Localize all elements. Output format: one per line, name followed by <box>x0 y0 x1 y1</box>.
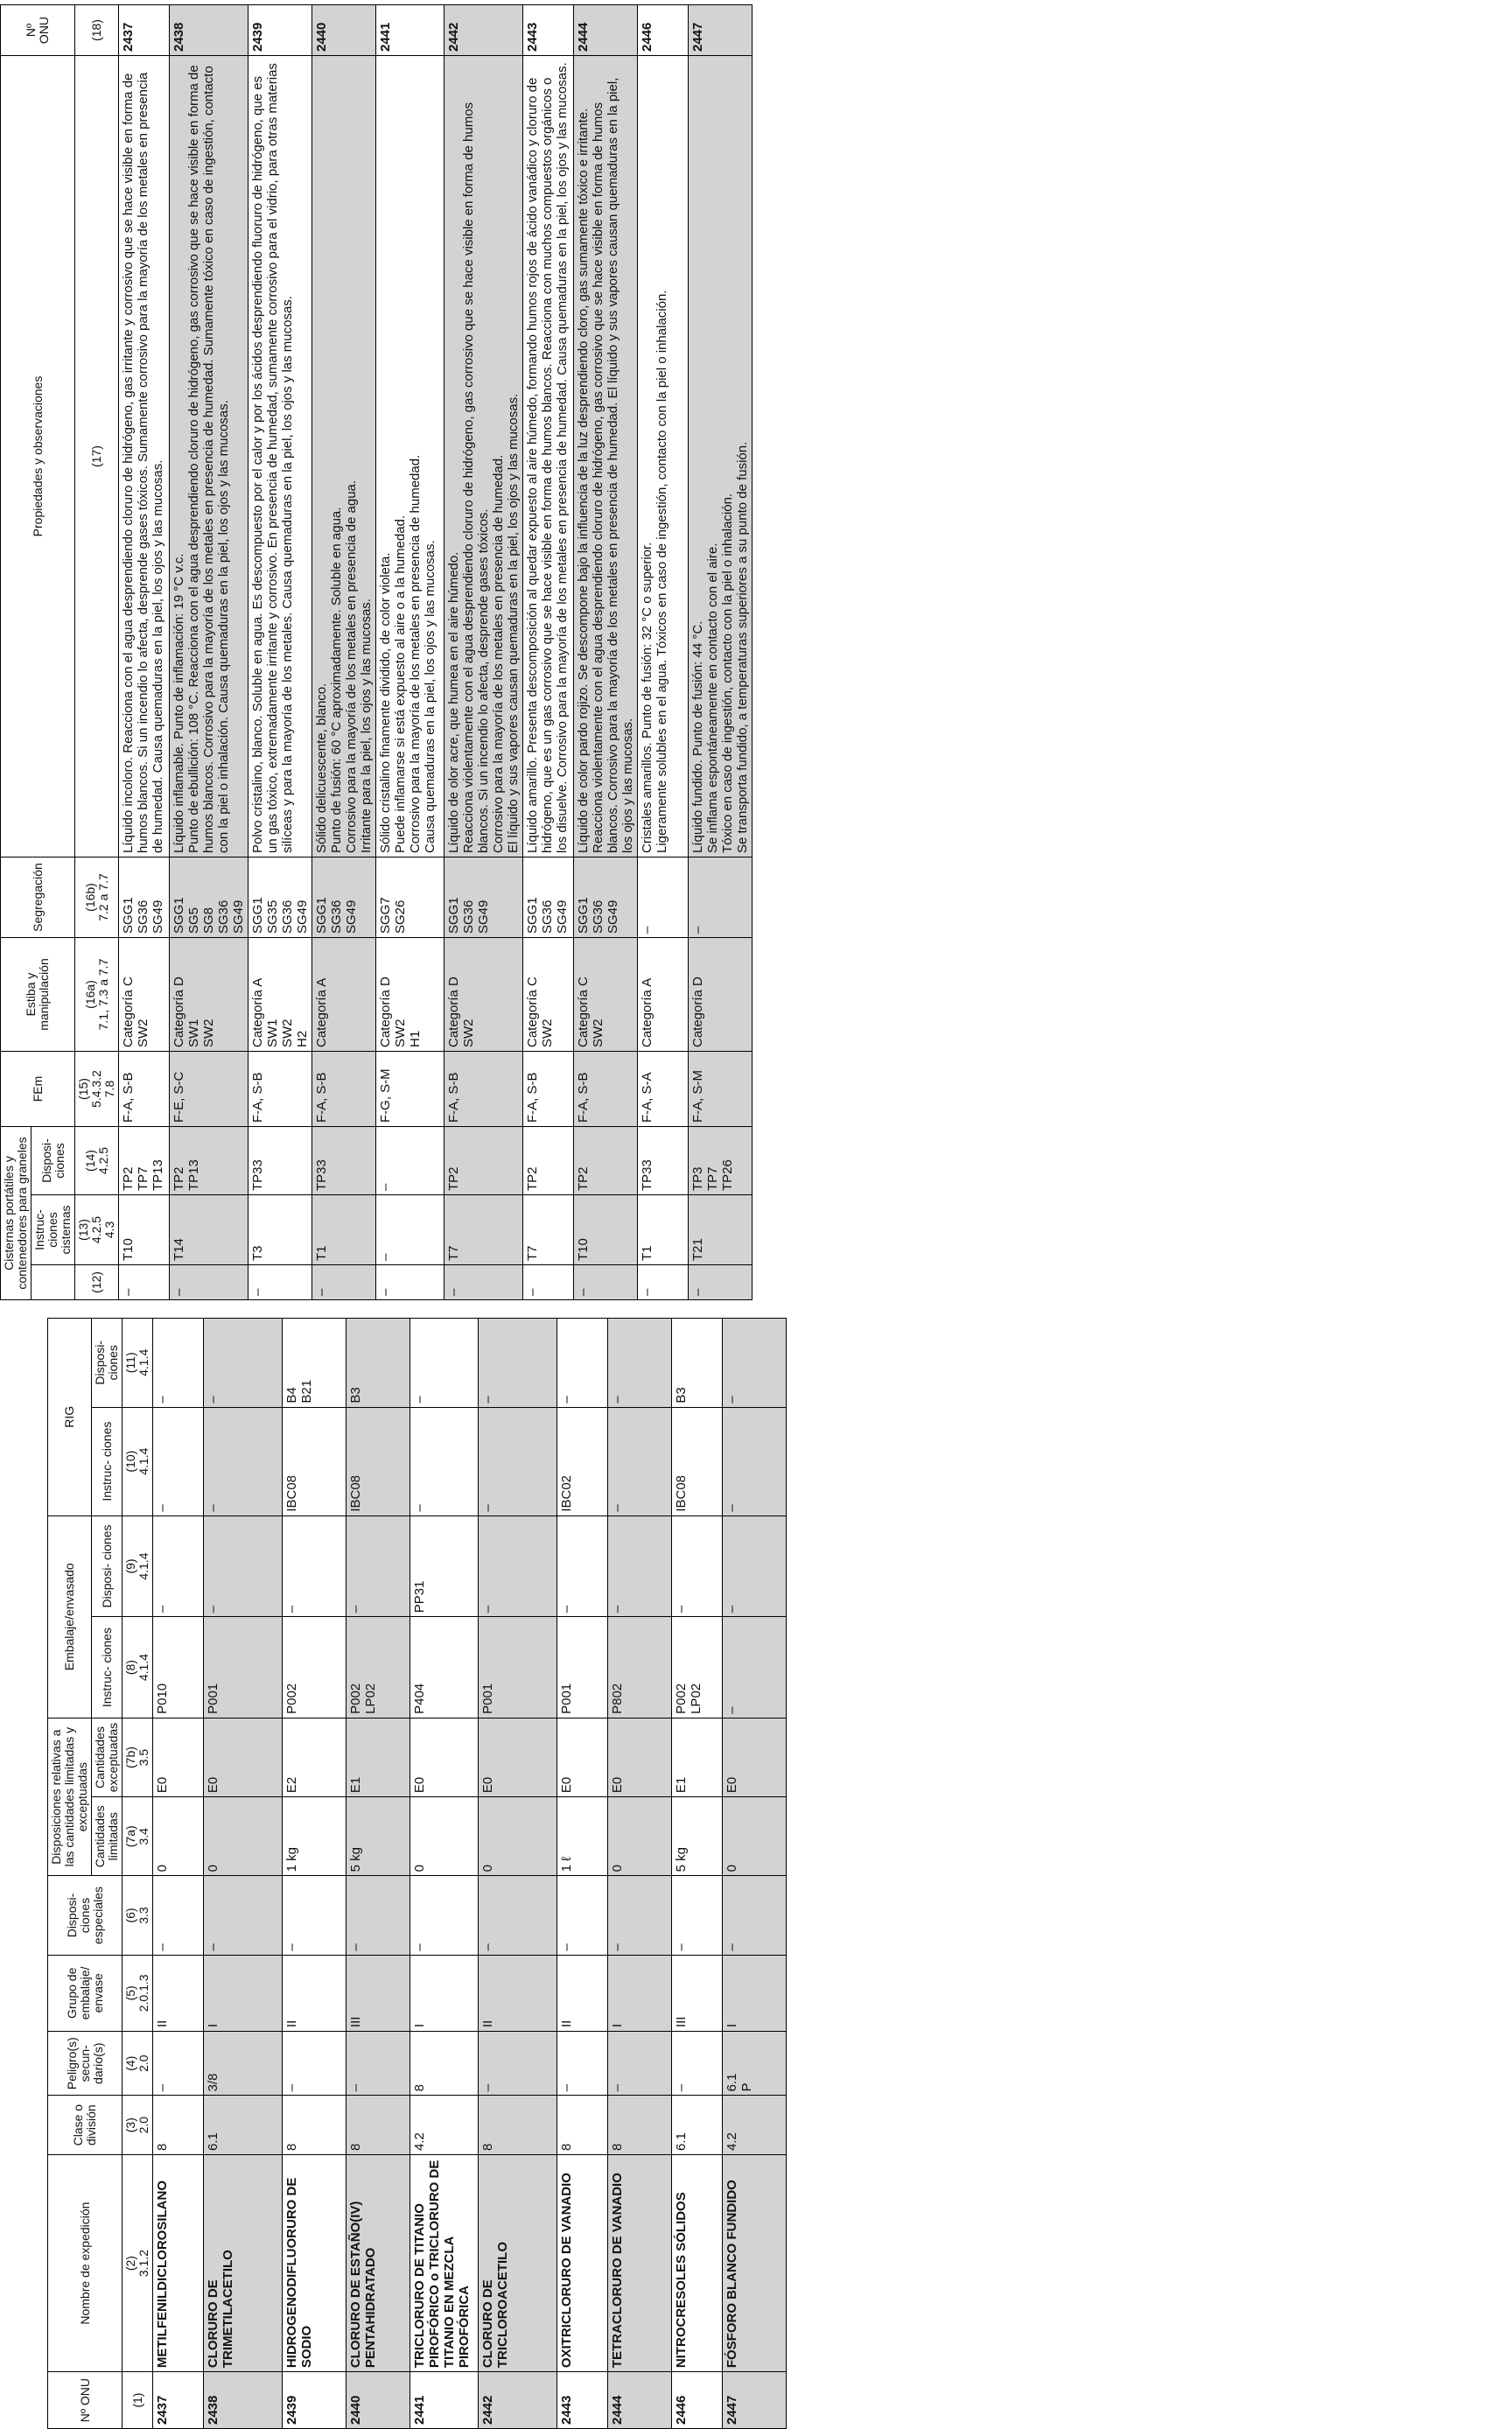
cell-packing-prov: – <box>608 1516 672 1617</box>
cell-tank-prov: TP33 <box>312 1127 376 1195</box>
cell-stowage: Categoría A SW1 SW2 H2 <box>248 938 312 1052</box>
cell-special-provisions: – <box>283 1876 346 1955</box>
cell-stowage: Categoría D SW1 SW2 <box>170 938 248 1052</box>
cell-ibc-prov: – <box>153 1319 204 1408</box>
cell-name: CLORURO DE TRICLOROACETILO <box>479 2155 557 2372</box>
cell-subsidiary: – <box>672 2032 723 2096</box>
table-row <box>672 1319 723 2429</box>
cell-segregation: SGG1 SG36 SG49 <box>574 858 638 938</box>
cell-properties: Líquido amarillo. Presenta descomposición al quedar expuesto al aire húmedo, formando humos rojos de ácido vanádico y cloruro de hidrógeno, que es un gas corrosivo que se hace visible en forma de humos blancos. Reacciona con muchos compuestos orgánicos o los disuelve. Corrosivo para la mayoría de los metales en presencia de humedad. Causa quemaduras en la piel, los ojos y las mucosas. <box>523 56 574 858</box>
table-row <box>479 1319 557 2429</box>
hdr-tank-i: Instruc- ciones cisternas <box>32 1195 75 1265</box>
cell-ibc-instr: IBC08 <box>672 1407 723 1516</box>
hdr-class: Clase o división <box>48 2096 122 2155</box>
table-row <box>410 1319 479 2429</box>
hdr-sub: Peligro(s) secun- dario(s) <box>48 2032 122 2096</box>
cell-un-right: 2438 <box>170 5 248 56</box>
cell-blank: – <box>170 1265 248 1300</box>
cell-ibc-prov: – <box>723 1319 787 1408</box>
cell-ems: F-A, S-M <box>689 1052 752 1127</box>
cell-ems: F-E, S-C <box>170 1052 248 1127</box>
cell-tank-instr: – <box>376 1195 444 1265</box>
cell-name: CLORURO DE ESTAÑO(IV) PENTAHIDRATADO <box>346 2155 410 2372</box>
cell-special-provisions: – <box>204 1876 283 1955</box>
cell-tank-prov: – <box>376 1127 444 1195</box>
cell-class: 8 <box>557 2096 608 2155</box>
table-row <box>689 5 752 1300</box>
cell-packing-instr: P002 <box>283 1617 346 1718</box>
cell-special-provisions: – <box>557 1876 608 1955</box>
cell-ems: F-A, S-B <box>444 1052 523 1127</box>
cell-properties: Líquido de olor acre, que humea en el aire húmedo. Reacciona violentamente con el agua desprendiendo cloruro de hidrógeno, gas corrosivo que se hace visible en forma de humos blancos. Si un incendio lo afecta, desprende gases tóxicos. Corrosivo para la mayoría de los metales en presencia de humedad. El líquido y sus vapores causan quemaduras en la piel, los ojos y las mucosas. <box>444 56 523 858</box>
cell-ibc-instr: – <box>153 1407 204 1516</box>
cell-stowage: Categoría D SW2 <box>444 938 523 1052</box>
table-row <box>346 1319 410 2429</box>
cell-blank: – <box>523 1265 574 1300</box>
cell-special-provisions: – <box>153 1876 204 1955</box>
cell-blank: – <box>689 1265 752 1300</box>
cell-packing-instr: P002 LP02 <box>672 1617 723 1718</box>
cell-packing-prov: – <box>283 1516 346 1617</box>
cell-subsidiary: – <box>608 2032 672 2096</box>
cell-packing-prov: PP31 <box>410 1516 479 1617</box>
table-row <box>608 1319 672 2429</box>
cell-blank: – <box>638 1265 689 1300</box>
cell-un: 2444 <box>608 2372 672 2429</box>
hdr-ibc: RIG <box>48 1319 92 1516</box>
left-col-number: (9) 4.1.4 <box>122 1516 153 1617</box>
cell-packing-group: II <box>283 1955 346 2031</box>
cell-subsidiary: 3/8 <box>204 2032 283 2096</box>
cell-un-right: 2443 <box>523 5 574 56</box>
cell-un: 2443 <box>557 2372 608 2429</box>
cell-ems: F-A, S-B <box>523 1052 574 1127</box>
hdr-ems: FEm <box>1 1052 75 1127</box>
cell-blank: – <box>574 1265 638 1300</box>
hdr-pack: Embalaje/envasado <box>48 1516 92 1718</box>
cell-class: 8 <box>153 2096 204 2155</box>
cell-limited-qty: 5 kg <box>672 1797 723 1876</box>
cell-segregation: SGG1 SG36 SG49 <box>312 858 376 938</box>
cell-packing-instr: P001 <box>557 1617 608 1718</box>
right-col-number: (13) 4.2.5 4.3 <box>75 1195 119 1265</box>
cell-special-provisions: – <box>723 1876 787 1955</box>
cell-excepted-qty: E1 <box>346 1718 410 1796</box>
cell-ems: F-A, S-B <box>119 1052 170 1127</box>
cell-segregation: SGG1 SG36 SG49 <box>523 858 574 938</box>
cell-ems: F-A, S-A <box>638 1052 689 1127</box>
cell-limited-qty: 0 <box>723 1797 787 1876</box>
hdr-pack-d: Disposi- ciones <box>92 1516 122 1617</box>
cell-segregation: SGG7 SG26 <box>376 858 444 938</box>
cell-stowage: Categoría C SW2 <box>574 938 638 1052</box>
cell-subsidiary: 8 <box>410 2032 479 2096</box>
cell-blank: – <box>312 1265 376 1300</box>
cell-ibc-instr: – <box>479 1407 557 1516</box>
cell-segregation: SGG1 SG36 SG49 <box>119 858 170 938</box>
cell-class: 4.2 <box>410 2096 479 2155</box>
left-table-wrap <box>47 1318 787 2429</box>
right-col-number: (16a) 7.1, 7.3 a 7.7 <box>75 938 119 1052</box>
cell-segregation: SGG1 SG5 SG8 SG36 SG49 <box>170 858 248 938</box>
hdr-stow: Estiba y manipulación <box>1 938 75 1052</box>
cell-tank-prov: TP33 <box>638 1127 689 1195</box>
cell-packing-prov: – <box>204 1516 283 1617</box>
left-col-number: (2) 3.1.2 <box>122 2155 153 2372</box>
right-table-wrap <box>0 4 752 1300</box>
cell-stowage: Categoría C SW2 <box>119 938 170 1052</box>
table-row <box>376 5 444 1300</box>
cell-ibc-instr: IBC02 <box>557 1407 608 1516</box>
hdr-seg: Segregación <box>1 858 75 938</box>
hdr-sp: Disposi- ciones especiales <box>48 1876 122 1955</box>
hdr-lq-a: Cantidades limitadas <box>92 1797 122 1876</box>
cell-packing-group: II <box>153 1955 204 2031</box>
cell-segregation: – <box>638 858 689 938</box>
table-row <box>444 5 523 1300</box>
cell-ibc-instr: – <box>410 1407 479 1516</box>
cell-ibc-instr: – <box>608 1407 672 1516</box>
cell-class: 8 <box>346 2096 410 2155</box>
cell-name: TETRACLORURO DE VANADIO <box>608 2155 672 2372</box>
hdr-un: Nº ONU <box>48 2372 122 2429</box>
cell-packing-group: III <box>672 1955 723 2031</box>
cell-excepted-qty: E0 <box>204 1718 283 1796</box>
cell-un: 2438 <box>204 2372 283 2429</box>
cell-properties: Sólido delicuescente, blanco. Punto de fusión: 60 °C aproximadamente. Soluble en agua. Corrosivo para la mayoría de los metales en presencia de agua. Irritante para la piel, los ojos y las mucosas. <box>312 56 376 858</box>
cell-properties: Líquido de color pardo rojizo. Se descompone bajo la influencia de la luz desprendiendo cloro, gas sumamente tóxico e irritante. Reacciona violentamente con el agua desprendiendo cloruro de hidrógeno, gas corrosivo que se hace visible en forma de humos blancos. Corrosivo para la mayoría de los metales en presencia de humedad. El líquido y sus vapores causan quemaduras en la piel, los ojos y las mucosas. <box>574 56 638 858</box>
cell-limited-qty: 1 ℓ <box>557 1797 608 1876</box>
cell-limited-qty: 0 <box>479 1797 557 1876</box>
cell-special-provisions: – <box>479 1876 557 1955</box>
cell-ibc-instr: – <box>723 1407 787 1516</box>
left-col-number: (8) 4.1.4 <box>122 1617 153 1718</box>
cell-un-right: 2447 <box>689 5 752 56</box>
cell-packing-instr: P802 <box>608 1617 672 1718</box>
cell-excepted-qty: E0 <box>723 1718 787 1796</box>
cell-un: 2441 <box>410 2372 479 2429</box>
cell-ibc-instr: IBC08 <box>283 1407 346 1516</box>
cell-packing-instr: P001 <box>479 1617 557 1718</box>
cell-name: HIDROGENODIFLUORURO DE SODIO <box>283 2155 346 2372</box>
left-col-number: (7b) 3.5 <box>122 1718 153 1796</box>
cell-subsidiary: – <box>557 2032 608 2096</box>
hdr-un-right: Nº ONU <box>1 5 75 56</box>
cell-packing-group: I <box>204 1955 283 2031</box>
cell-packing-prov: – <box>479 1516 557 1617</box>
cell-packing-prov: – <box>346 1516 410 1617</box>
table-row <box>248 5 312 1300</box>
left-col-number: (11) 4.1.4 <box>122 1319 153 1408</box>
cell-excepted-qty: E2 <box>283 1718 346 1796</box>
cell-stowage: Categoría C SW2 <box>523 938 574 1052</box>
cell-un-right: 2440 <box>312 5 376 56</box>
cell-excepted-qty: E0 <box>557 1718 608 1796</box>
cell-un: 2442 <box>479 2372 557 2429</box>
left-col-number: (6) 3.3 <box>122 1876 153 1955</box>
table-row <box>119 5 170 1300</box>
cell-packing-prov: – <box>672 1516 723 1617</box>
cell-limited-qty: 0 <box>153 1797 204 1876</box>
cell-subsidiary: – <box>153 2032 204 2096</box>
right-col-number: (17) <box>75 56 119 858</box>
right-col-number: (16b) 7.2 a 7.7 <box>75 858 119 938</box>
cell-un-right: 2437 <box>119 5 170 56</box>
cell-class: 8 <box>479 2096 557 2155</box>
cell-special-provisions: – <box>410 1876 479 1955</box>
cell-excepted-qty: E0 <box>479 1718 557 1796</box>
left-col-number: (10) 4.1.4 <box>122 1407 153 1516</box>
left-col-number: (3) 2.0 <box>122 2096 153 2155</box>
cell-ibc-prov: – <box>557 1319 608 1408</box>
cell-blank: – <box>376 1265 444 1300</box>
cell-tank-prov: TP2 <box>574 1127 638 1195</box>
hdr-prop: Propiedades y observaciones <box>1 56 75 858</box>
table-row <box>723 1319 787 2429</box>
cell-segregation: SGG1 SG35 SG36 SG49 <box>248 858 312 938</box>
cell-blank: – <box>248 1265 312 1300</box>
cell-ems: F-A, S-B <box>312 1052 376 1127</box>
cell-tank-instr: T3 <box>248 1195 312 1265</box>
table-row <box>523 5 574 1300</box>
cell-class: 8 <box>608 2096 672 2155</box>
cell-class: 6.1 <box>672 2096 723 2155</box>
right-col-number: (14) 4.2.5 <box>75 1127 119 1195</box>
hdr-ibc-d: Disposi- ciones <box>92 1319 122 1408</box>
cell-packing-group: II <box>479 1955 557 2031</box>
cell-un: 2439 <box>283 2372 346 2429</box>
cell-packing-group: III <box>346 1955 410 2031</box>
cell-ibc-prov: B3 <box>672 1319 723 1408</box>
cell-name: NITROCRESOLES SÓLIDOS <box>672 2155 723 2372</box>
cell-tank-prov: TP2 TP13 <box>170 1127 248 1195</box>
cell-un: 2437 <box>153 2372 204 2429</box>
cell-properties: Líquido inflamable. Punto de inflamación: 19 °C v.c. Punto de ebullición: 108 °C. Reacciona con el agua desprendiendo cloruro de hidrógeno, gas corrosivo que se hace visible en forma de humos blancos. Corrosivo para la mayoría de los metales en presencia de humedad. Sumamente tóxico en caso de ingestión, contacto con la piel o inhalación. Causa quemaduras en la piel, los ojos y las mucosas. <box>170 56 248 858</box>
cell-un: 2440 <box>346 2372 410 2429</box>
cell-packing-group: I <box>410 1955 479 2031</box>
table-row <box>638 5 689 1300</box>
cell-subsidiary: 6.1 P <box>723 2032 787 2096</box>
cell-tank-prov: TP2 <box>444 1127 523 1195</box>
hdr-name: Nombre de expedición <box>48 2155 122 2372</box>
cell-stowage: Categoría A <box>312 938 376 1052</box>
cell-packing-prov: – <box>153 1516 204 1617</box>
cell-class: 8 <box>283 2096 346 2155</box>
cell-excepted-qty: E0 <box>153 1718 204 1796</box>
cell-name: TRICLORURO DE TITANIO PIROFÓRICO o TRICLORURO DE TITANIO EN MEZCLA PIROFÓRICA <box>410 2155 479 2372</box>
cell-packing-instr: P001 <box>204 1617 283 1718</box>
cell-tank-prov: TP2 <box>523 1127 574 1195</box>
cell-excepted-qty: E0 <box>410 1718 479 1796</box>
cell-tank-instr: T10 <box>574 1195 638 1265</box>
cell-subsidiary: – <box>283 2032 346 2096</box>
hdr-pack-i: Instruc- ciones <box>92 1617 122 1718</box>
cell-packing-prov: – <box>723 1516 787 1617</box>
cell-limited-qty: 5 kg <box>346 1797 410 1876</box>
cell-un: 2446 <box>672 2372 723 2429</box>
table-row <box>557 1319 608 2429</box>
right-col-number: (12) <box>75 1265 119 1300</box>
cell-packing-instr: – <box>723 1617 787 1718</box>
cell-properties: Líquido incoloro. Reacciona con el agua desprendiendo cloruro de hidrógeno, gas irritante y corrosivo que se hace visible en forma de humos blancos. Si un incendio lo afecta, desprende gases tóxicos. Sumamente corrosivo para la mayoría de los metales en presencia de humedad. Causa quemaduras en la piel, los ojos y las mucosas. <box>119 56 170 858</box>
cell-excepted-qty: E0 <box>608 1718 672 1796</box>
cell-packing-prov: – <box>557 1516 608 1617</box>
left-col-number: (4) 2.0 <box>122 2032 153 2096</box>
left-col-number: (5) 2.0.1.3 <box>122 1955 153 2031</box>
cell-ems: F-G, S-M <box>376 1052 444 1127</box>
cell-tank-instr: T1 <box>312 1195 376 1265</box>
hdr-ibc-i: Instruc- ciones <box>92 1407 122 1516</box>
cell-un-right: 2446 <box>638 5 689 56</box>
cell-ibc-prov: B4 B21 <box>283 1319 346 1408</box>
cell-ibc-prov: – <box>410 1319 479 1408</box>
cell-special-provisions: – <box>608 1876 672 1955</box>
cell-properties: Sólido cristalino finamente dividido, de color violeta. Puede inflamarse si está expuesto al aire o a la humedad. Corrosivo para la mayoría de los metales en presencia de humedad. Causa quemaduras en la piel, los ojos y las mucosas. <box>376 56 444 858</box>
left-col-number: (1) <box>122 2372 153 2429</box>
table-row <box>204 1319 283 2429</box>
cell-class: 6.1 <box>204 2096 283 2155</box>
cell-packing-instr: P002 LP02 <box>346 1617 410 1718</box>
right-col-number: (18) <box>75 5 119 56</box>
table-row <box>574 5 638 1300</box>
cell-excepted-qty: E1 <box>672 1718 723 1796</box>
hdr-pg: Grupo de embalaje/ envase <box>48 1955 122 2031</box>
cell-name: FÓSFORO BLANCO FUNDIDO <box>723 2155 787 2372</box>
cell-limited-qty: 1 kg <box>283 1797 346 1876</box>
cell-limited-qty: 0 <box>204 1797 283 1876</box>
cell-ems: F-A, S-B <box>248 1052 312 1127</box>
cell-limited-qty: 0 <box>608 1797 672 1876</box>
cell-properties: Polvo cristalino, blanco. Soluble en agua. Es descompuesto por el calor y por los ácidos desprendiendo fluoruro de hidrógeno, que es un gas tóxico, extremadamente irritante y corrosivo. En presencia de humedad, sumamente corrosivo para el vidrio, para otras materias silíceas y para la mayoría de los metales. Causa quemaduras en la piel, los ojos y las mucosas. <box>248 56 312 858</box>
cell-subsidiary: – <box>346 2032 410 2096</box>
cell-tank-instr: T7 <box>523 1195 574 1265</box>
left-col-number: (7a) 3.4 <box>122 1797 153 1876</box>
cell-packing-group: I <box>608 1955 672 2031</box>
cell-segregation: SGG1 SG36 SG49 <box>444 858 523 938</box>
cell-packing-group: I <box>723 1955 787 2031</box>
cell-name: CLORURO DE TRIMETILACETILO <box>204 2155 283 2372</box>
table-row <box>283 1319 346 2429</box>
cell-stowage: Categoría A <box>638 938 689 1052</box>
cell-ibc-prov: – <box>204 1319 283 1408</box>
cell-blank: – <box>444 1265 523 1300</box>
cell-packing-instr: P010 <box>153 1617 204 1718</box>
cell-class: 4.2 <box>723 2096 787 2155</box>
cell-ibc-prov: – <box>479 1319 557 1408</box>
cell-segregation: – <box>689 858 752 938</box>
hdr-lq-b: Cantidades exceptuadas <box>92 1718 122 1796</box>
right-col-number: (15) 5.4.3.2 7.8 <box>75 1052 119 1127</box>
hdr-lq: Disposiciones relativas a las cantidades limitadas y exceptuadas <box>48 1718 92 1875</box>
table-row <box>312 5 376 1300</box>
cell-packing-group: II <box>557 1955 608 2031</box>
cell-un-right: 2439 <box>248 5 312 56</box>
cell-stowage: Categoría D SW2 H1 <box>376 938 444 1052</box>
cell-subsidiary: – <box>479 2032 557 2096</box>
cell-ems: F-A, S-B <box>574 1052 638 1127</box>
cell-un-right: 2441 <box>376 5 444 56</box>
cell-un-right: 2442 <box>444 5 523 56</box>
cell-un: 2447 <box>723 2372 787 2429</box>
hdr-tank-blank <box>32 1265 75 1300</box>
cell-stowage: Categoría D <box>689 938 752 1052</box>
left-table <box>47 1318 787 2429</box>
cell-ibc-instr: IBC08 <box>346 1407 410 1516</box>
cell-name: OXITRICLORURO DE VANADIO <box>557 2155 608 2372</box>
cell-packing-instr: P404 <box>410 1617 479 1718</box>
cell-limited-qty: 0 <box>410 1797 479 1876</box>
cell-tank-prov: TP33 <box>248 1127 312 1195</box>
cell-properties: Cristales amarillos. Punto de fusión: 32 °C o superior. Ligeramente solubles en el agua. Tóxicos en caso de ingestión, contacto con la piel o inhalación. <box>638 56 689 858</box>
cell-ibc-instr: – <box>204 1407 283 1516</box>
cell-blank: – <box>119 1265 170 1300</box>
cell-ibc-prov: – <box>608 1319 672 1408</box>
cell-ibc-prov: B3 <box>346 1319 410 1408</box>
table-row <box>153 1319 204 2429</box>
right-table <box>0 4 752 1300</box>
cell-tank-prov: TP3 TP7 TP26 <box>689 1127 752 1195</box>
table-row <box>170 5 248 1300</box>
cell-special-provisions: – <box>672 1876 723 1955</box>
cell-special-provisions: – <box>346 1876 410 1955</box>
cell-tank-instr: T10 <box>119 1195 170 1265</box>
cell-properties: Líquido fundido. Punto de fusión: 44 °C. Se inflama espontáneamente en contacto con el aire. Tóxico en caso de ingestión, contacto con la piel o inhalación. Se transporta fundido, a temperaturas superiores a su punto de fusión. <box>689 56 752 858</box>
cell-tank-instr: T14 <box>170 1195 248 1265</box>
cell-name: METILFENILDICLOROSILANO <box>153 2155 204 2372</box>
cell-tank-instr: T1 <box>638 1195 689 1265</box>
cell-tank-instr: T7 <box>444 1195 523 1265</box>
cell-un-right: 2444 <box>574 5 638 56</box>
hdr-tank-d: Disposi- ciones <box>32 1127 75 1195</box>
cell-tank-instr: T21 <box>689 1195 752 1265</box>
cell-tank-prov: TP2 TP7 TP13 <box>119 1127 170 1195</box>
hdr-tank: Cisternas portátiles y contenedores para graneles <box>1 1127 32 1300</box>
